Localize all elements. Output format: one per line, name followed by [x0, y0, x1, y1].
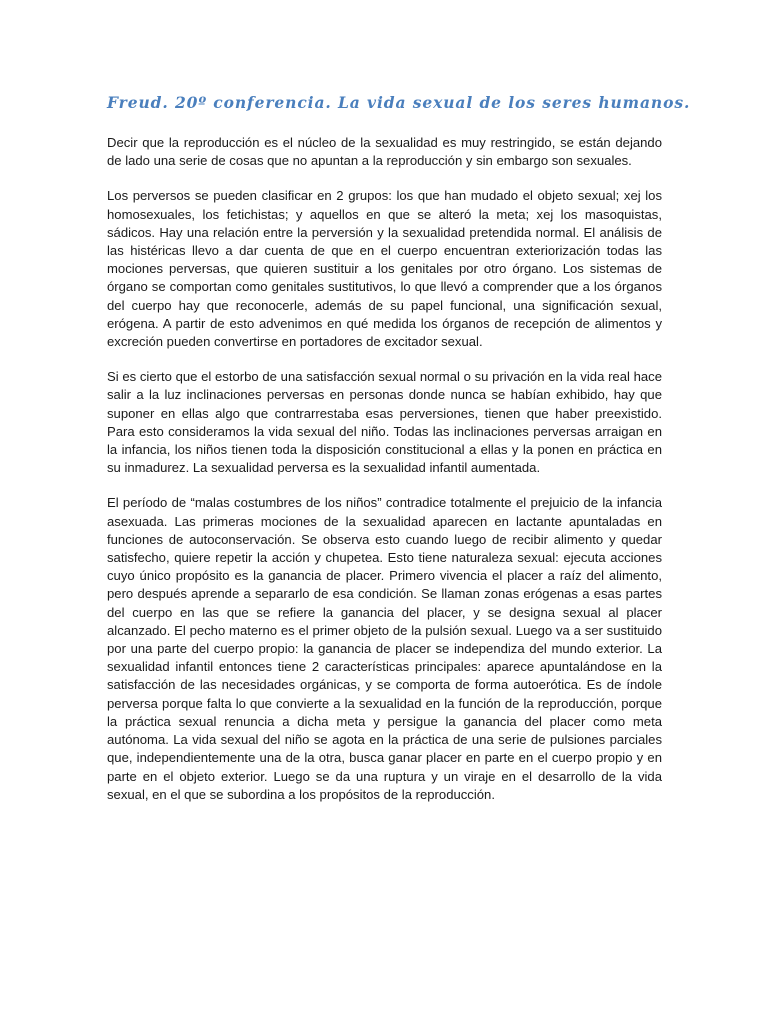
paragraph-4: El período de “malas costumbres de los niños” contradice totalmente el prejuicio de la infancia asexuada. Las primeras mociones de la sexualidad aparecen en lactante apuntaladas en funciones de autoconservación. Se observa esto cuando luego de recibir alimento y quedar satisfecho, quiere repetir la acción y chupetea. Esto tiene naturaleza sexual: ejecuta acciones cuyo único propósito es la ganancia de placer. Primero vivencia el placer a raíz del alimento, pero después aprende a separarlo de esa condición. Se llaman zonas erógenas a esas partes del cuerpo en las que se refiere la ganancia del placer, y se designa sexual al placer alcanzado. El pecho materno es el primer objeto de la pulsión sexual. Luego va a ser sustituido por una parte del cuerpo propio: la ganancia de placer se independiza del mundo exterior. La sexualidad infantil entonces tiene 2 características principales: aparece apuntalándose en la satisfacción de las necesidades orgánicas, y se comporta de forma autoerótica. Es de índole perversa porque falta lo que convierte a la sexualidad en la función de la reproducción, porque la práctica sexual renuncia a dicha meta y persigue la ganancia del placer como meta autónoma. La vida sexual del niño se agota en la práctica de una serie de pulsiones parciales que, independientemente una de la otra, busca ganar placer en parte en el cuerpo propio y en parte en el objeto exterior. Luego se da una ruptura y un viraje en el desarrollo de la vida sexual, en el que se subordina a los propósitos de la reproducción.: [107, 495, 662, 802]
paragraph-2: Los perversos se pueden clasificar en 2 grupos: los que han mudado el objeto sexual; xej los homosexuales, los fetichistas; y aquellos en que se alteró la meta; xej los masoquistas, sádicos. Hay una relación entre la perversión y la sexualidad pretendida normal. El análisis de las histéricas llevo a dar cuenta de que en el cuerpo encuentran exteriorización todas las mociones perversas, que quieren sustituir a los genitales por otro órgano. Los sistemas de órgano se comportan como genitales sustitutivos, lo que llevó a comprender que a los órganos del cuerpo hay que reconocerle, además de su papel funcional, una significación sexual, erógena. A partir de esto advenimos en qué medida los órganos de recepción de alimentos y excreción pueden convertirse en portadores de excitador sexual.: [107, 188, 662, 350]
paragraph-1: Decir que la reproducción es el núcleo de la sexualidad es muy restringido, se están dejando de lado una serie de cosas que no apuntan a la reproducción y sin embargo son sexuales.: [107, 135, 662, 169]
document-title: Freud. 20º conferencia. La vida sexual de los seres humanos.: [107, 93, 691, 112]
paragraph-3: Si es cierto que el estorbo de una satisfacción sexual normal o su privación en la vida real hace salir a la luz inclinaciones perversas en personas donde nunca se habían exhibido, hay que suponer en ellas algo que contrarrestaba esas perversiones, tienen que haber preexistido. Para esto consideramos la vida sexual del niño. Todas las inclinaciones perversas arraigan en la infancia, los niños tienen toda la disposición constitucional a ellas y la ponen en práctica en su inmadurez. La sexualidad perversa es la sexualidad infantil aumentada.: [107, 369, 662, 476]
document-page: [107, 90, 691, 821]
